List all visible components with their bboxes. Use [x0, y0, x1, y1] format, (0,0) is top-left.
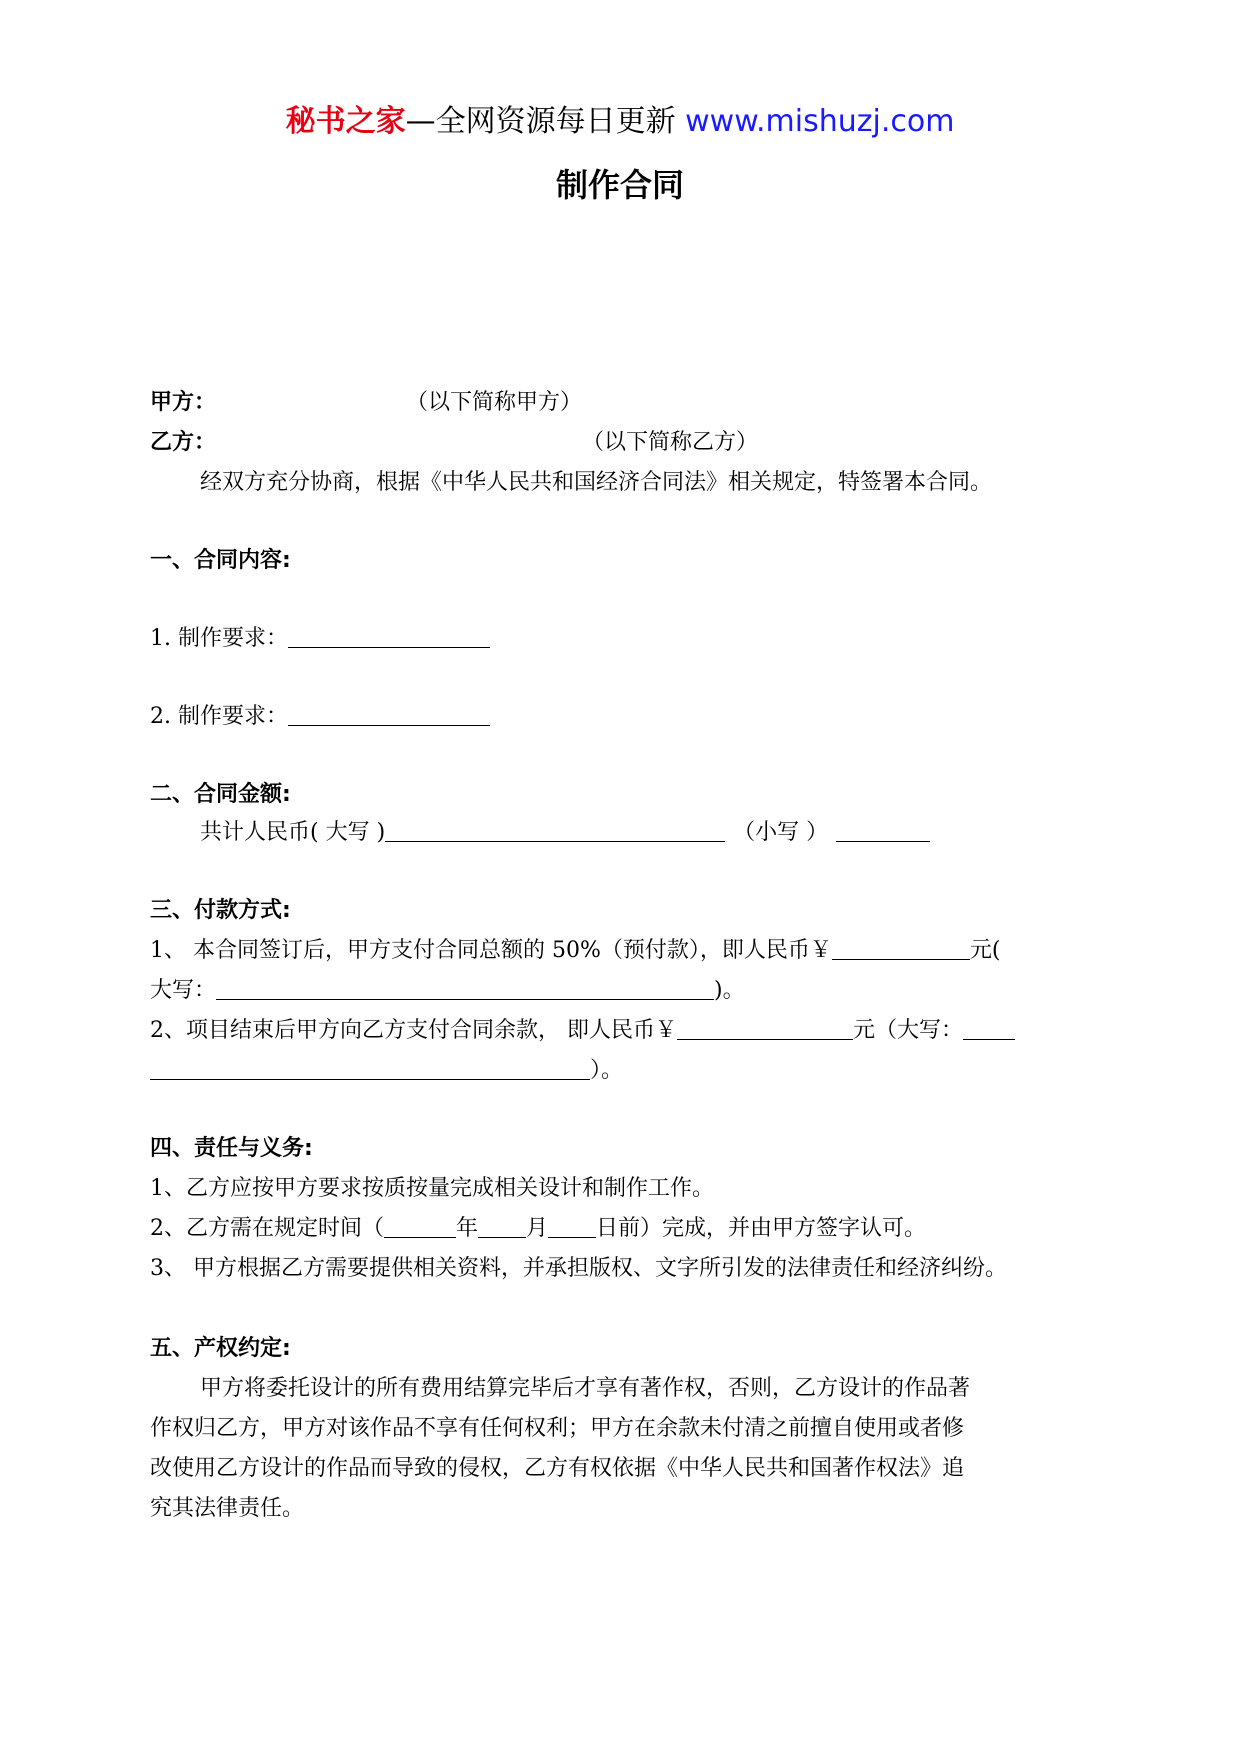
blank-field[interactable] [288, 703, 490, 726]
duty-item2-month: 月 [526, 1216, 549, 1241]
amount-line [200, 818, 930, 848]
blank-field[interactable] [216, 977, 714, 1000]
brand-tagline: —全网资源每日更新 [405, 104, 676, 139]
payment-item2-text: 2、项目结束后甲方向乙方支付合同余款， 即人民币￥ [150, 1018, 677, 1043]
section5-heading: 五、产权约定: [150, 1336, 291, 1361]
duty-item2 [150, 1214, 926, 1244]
blank-field[interactable] [963, 1017, 1015, 1040]
duty-item2-year: 年 [456, 1216, 479, 1241]
payment-item2-line2 [150, 1056, 623, 1086]
party-b-note: （以下简称乙方） [582, 430, 759, 455]
duty-item2-suffix: 日前）完成，并由甲方签字认可。 [596, 1216, 927, 1241]
section2-heading: 二、合同金额: [150, 782, 291, 807]
brand-url: www.mishuzj.com [685, 104, 955, 139]
duty-item3: 3、 甲方根据乙方需要提供相关资料，并承担版权、文字所引发的法律责任和经济纠纷。 [150, 1256, 1007, 1281]
payment-item1-unit: 元( [969, 938, 1001, 963]
payment-item2-line1 [150, 1016, 1015, 1046]
party-b-line [150, 428, 758, 458]
ip-paragraph-line2: 作权归乙方，甲方对该作品不享有任何权利；甲方在余款未付清之前擅自使用或者修 [150, 1416, 965, 1441]
party-a-line [150, 388, 582, 418]
payment-item2-end: ）。 [590, 1058, 624, 1083]
blank-field[interactable] [836, 819, 930, 842]
payment-item1-line2 [150, 976, 745, 1006]
payment-item1-line1 [150, 936, 1000, 966]
payment-item2-unit: 元（大写： [853, 1018, 964, 1043]
payment-item1-upper-label: 大写： [150, 978, 217, 1003]
blank-field[interactable] [384, 1215, 456, 1238]
blank-field[interactable] [548, 1215, 596, 1238]
blank-field[interactable] [385, 819, 725, 842]
ip-paragraph-line1: 甲方将委托设计的所有费用结算完毕后才享有著作权，否则，乙方设计的作品著 [200, 1376, 971, 1401]
site-banner [0, 102, 1240, 142]
duty-item1: 1、乙方应按甲方要求按质按量完成相关设计和制作工作。 [150, 1176, 714, 1201]
party-b-label: 乙方： [150, 430, 217, 455]
blank-field[interactable] [478, 1215, 526, 1238]
section4-heading: 四、责任与义务: [150, 1136, 313, 1161]
amount-lower-label: （小写 ） [733, 820, 829, 845]
payment-item1-end: )。 [714, 978, 745, 1003]
section1-item1-label: 1. 制作要求： [150, 626, 288, 651]
party-a-note: （以下简称甲方） [406, 390, 583, 415]
duty-item2-prefix: 2、乙方需在规定时间（ [150, 1216, 384, 1241]
section3-heading: 三、付款方式: [150, 898, 291, 923]
section1-item2-label: 2. 制作要求： [150, 704, 288, 729]
blank-field[interactable] [150, 1057, 590, 1080]
ip-paragraph-line3: 改使用乙方设计的作品而导致的侵权，乙方有权依据《中华人民共和国著作权法》追 [150, 1456, 965, 1481]
party-a-label: 甲方： [150, 390, 217, 415]
blank-field[interactable] [677, 1017, 853, 1040]
section1-item1 [150, 624, 490, 654]
preamble: 经双方充分协商，根据《中华人民共和国经济合同法》相关规定，特签署本合同。 [200, 470, 993, 495]
document-title: 制作合同 [555, 166, 684, 204]
section1-item2 [150, 702, 490, 732]
brand-name: 秘书之家 [285, 104, 406, 139]
payment-item1-text: 1、 本合同签订后，甲方支付合同总额的 50%（预付款），即人民币￥ [150, 938, 832, 963]
ip-paragraph-line4: 究其法律责任。 [150, 1496, 305, 1521]
amount-upper-label: 共计人民币( 大写 ) [200, 820, 386, 845]
blank-field[interactable] [288, 625, 490, 648]
section1-heading: 一、合同内容: [150, 548, 291, 573]
blank-field[interactable] [832, 937, 970, 960]
